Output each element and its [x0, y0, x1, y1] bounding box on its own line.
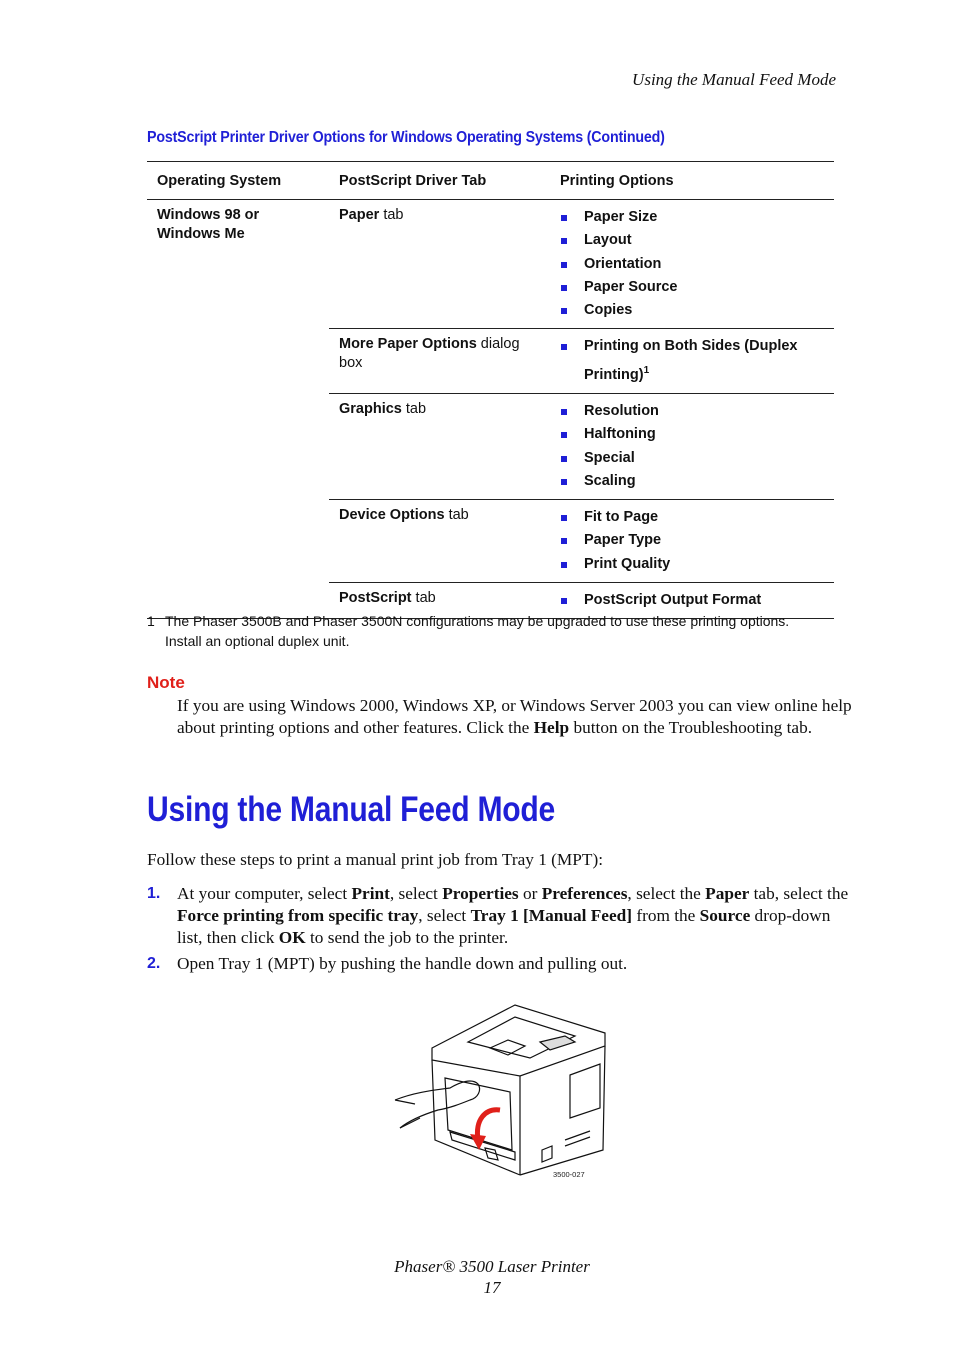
driver-tab-cell — [329, 200, 550, 329]
table-title: PostScript Printer Driver Options for Windows Operating Systems (Continued) — [147, 129, 665, 146]
option-label: Halftoning — [584, 426, 656, 443]
driver-options-table — [147, 161, 834, 619]
option-label: Paper Type — [584, 532, 662, 549]
option-item — [560, 589, 824, 612]
options-list — [560, 206, 824, 322]
driver-tab-suffix: tab — [411, 589, 436, 606]
running-header: Using the Manual Feed Mode — [632, 70, 836, 89]
ui-term: Tray 1 [Manual Feed] — [470, 906, 632, 925]
os-cell — [147, 200, 329, 619]
step-text-run: tab, select the — [749, 884, 849, 903]
ui-term: Print — [351, 884, 390, 903]
footnote-number: 1 — [147, 613, 155, 629]
step-text-run: to send the job to the printer. — [305, 928, 509, 947]
note-text: If you are using Windows 2000, Windows XP, or Windows Server 2003 you can view online help about printing options and other features. Click the — [177, 696, 852, 737]
driver-tab-suffix: tab — [401, 400, 427, 417]
printer-illustration — [390, 1000, 620, 1190]
option-label: Printing on Both Sides (Duplex Printing) — [584, 338, 798, 383]
note-help-term: Help — [533, 718, 570, 737]
option-label: Paper Size — [584, 209, 658, 225]
options-list — [560, 589, 824, 612]
option-item — [560, 253, 824, 276]
option-item — [560, 400, 824, 423]
square-bullet-icon — [561, 562, 567, 568]
note-label: Note — [147, 673, 185, 692]
driver-tab-cell — [329, 500, 550, 583]
step-text-run: or — [518, 884, 542, 903]
option-label: Print Quality — [584, 555, 671, 572]
square-bullet-icon — [561, 515, 567, 521]
square-bullet-icon — [561, 479, 567, 485]
ui-term: Paper — [705, 884, 750, 903]
option-label: Scaling — [584, 472, 636, 489]
option-item — [560, 229, 824, 252]
options-list — [560, 400, 824, 493]
step-number: 1. — [147, 885, 161, 902]
driver-tab-cell — [329, 329, 550, 393]
step-text — [177, 883, 857, 949]
section-intro: Follow these steps to print a manual print job from Tray 1 (MPT): — [147, 850, 604, 869]
printing-options-cell — [550, 200, 834, 329]
option-label: Copies — [584, 302, 633, 319]
column-header-os: Operating System — [147, 162, 329, 200]
option-item — [560, 529, 824, 552]
step-text-run: Open Tray 1 (MPT) by pushing the handle down and pulling out. — [177, 954, 628, 973]
square-bullet-icon — [561, 215, 567, 221]
driver-tab-name: Graphics — [339, 400, 402, 417]
note-body — [177, 695, 857, 739]
options-list — [560, 506, 824, 576]
square-bullet-icon — [561, 285, 567, 291]
step-text-run: At your computer, select — [177, 884, 352, 903]
printing-options-cell — [550, 393, 834, 499]
printing-options-cell — [550, 500, 834, 583]
option-label: Paper Source — [584, 278, 678, 295]
square-bullet-icon — [561, 409, 567, 415]
option-label: Resolution — [584, 402, 659, 419]
section-title: Using the Manual Feed Mode — [147, 790, 556, 829]
printer-tray-figure — [390, 1000, 620, 1190]
option-item — [560, 506, 824, 529]
footer-product: Phaser® 3500 Laser Printer — [394, 1257, 590, 1276]
ui-term: Source — [699, 906, 751, 925]
step-text-run: , select the — [627, 884, 706, 903]
option-label: Fit to Page — [584, 509, 659, 526]
page-footer — [0, 1256, 954, 1298]
option-item — [560, 276, 824, 299]
os-name-line: Windows Me — [157, 226, 245, 242]
square-bullet-icon — [561, 238, 567, 244]
option-label: Special — [584, 449, 635, 466]
driver-tab-suffix: tab — [444, 507, 469, 524]
driver-tab-name: Paper — [339, 207, 380, 223]
option-label: Orientation — [584, 255, 662, 272]
step-text-run: drop-down list, then click — [177, 906, 831, 947]
ui-term: Force printing from specific tray — [177, 906, 419, 925]
option-item — [560, 553, 824, 576]
option-item — [560, 447, 824, 470]
options-list — [560, 335, 824, 386]
square-bullet-icon — [561, 456, 567, 462]
option-item — [560, 299, 824, 322]
driver-tab-name: PostScript — [339, 589, 412, 606]
option-label: Layout — [584, 232, 632, 249]
ui-term: Properties — [442, 884, 519, 903]
step-text-run: , select — [389, 884, 443, 903]
footnote — [147, 612, 827, 651]
driver-tab-name: More Paper Options — [339, 336, 477, 353]
step-2 — [147, 953, 857, 975]
option-item — [560, 206, 824, 229]
footnote-marker: 1 — [643, 364, 650, 376]
ui-term: OK — [278, 928, 306, 947]
square-bullet-icon — [561, 262, 567, 268]
square-bullet-icon — [561, 432, 567, 438]
square-bullet-icon — [561, 308, 567, 314]
column-header-options: Printing Options — [550, 162, 834, 200]
ui-term: Preferences — [541, 884, 628, 903]
figure-id: 3500-027 — [553, 1170, 585, 1179]
driver-tab-suffix: tab — [379, 207, 404, 223]
square-bullet-icon — [561, 344, 567, 350]
note-text-end: button on the Troubleshooting tab. — [569, 718, 813, 737]
driver-tab-name: Device Options — [339, 507, 445, 524]
driver-tab-suffix: dialog box — [339, 336, 520, 372]
option-label: PostScript Output Format — [584, 591, 762, 608]
table-row — [147, 200, 834, 329]
option-item — [560, 423, 824, 446]
driver-tab-cell — [329, 393, 550, 499]
footnote-text: The Phaser 3500B and Phaser 3500N configurations may be upgraded to use these printing options. Install an optional duplex unit. — [165, 613, 790, 649]
column-header-tab: PostScript Driver Tab — [329, 162, 550, 200]
os-name-line: Windows 98 or — [157, 207, 260, 223]
step-text-run: from the — [632, 906, 700, 925]
footer-page-number: 17 — [483, 1278, 501, 1297]
step-number: 2. — [147, 955, 161, 972]
step-text-run: , select — [418, 906, 471, 925]
option-item — [560, 335, 824, 386]
printing-options-cell — [550, 329, 834, 393]
step-1 — [147, 883, 857, 949]
square-bullet-icon — [561, 538, 567, 544]
option-item — [560, 470, 824, 493]
step-text — [177, 953, 857, 975]
square-bullet-icon — [561, 598, 567, 604]
